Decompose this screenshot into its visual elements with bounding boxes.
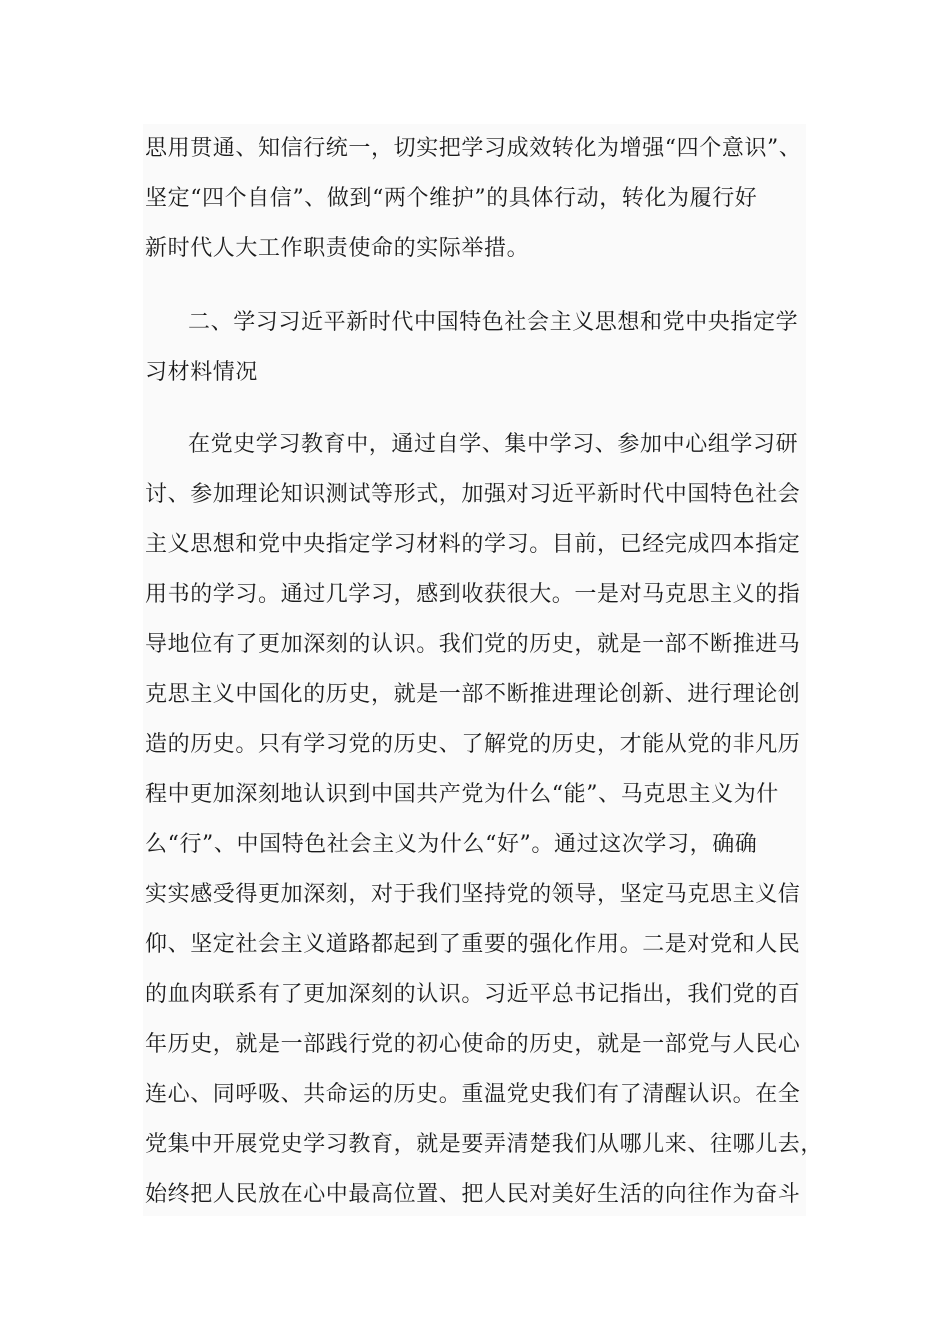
paragraph-line: 新时代人大工作职责使命的实际举措。	[145, 236, 530, 261]
paragraph-line: 主义思想和党中央指定学习材料的学习。目前，已经完成四本指定	[145, 532, 801, 557]
section-heading: 习材料情况	[145, 360, 259, 385]
paragraph-line: 连心、同呼吸、共命运的历史。重温党史我们有了清醒认识。在全	[145, 1082, 801, 1107]
paragraph-line: 实实感受得更加深刻，对于我们坚持党的领导，坚定马克思主义信	[145, 882, 801, 907]
paragraph-line: 仰、坚定社会主义道路都起到了重要的强化作用。二是对党和人民	[145, 932, 801, 957]
paragraph-line: 导地位有了更加深刻的认识。我们党的历史，就是一部不断推进马	[145, 632, 801, 657]
paragraph-line: 党集中开展党史学习教育，就是要弄清楚我们从哪儿来、往哪儿去，	[145, 1132, 824, 1157]
section-heading: 二、学习习近平新时代中国特色社会主义思想和党中央指定学	[188, 310, 799, 335]
paragraph-line: 坚定“四个自信”、做到“两个维护”的具体行动，转化为履行好	[145, 186, 758, 211]
paragraph-line: 讨、参加理论知识测试等形式，加强对习近平新时代中国特色社会	[145, 482, 801, 507]
paragraph-line: 的血肉联系有了更加深刻的认识。习近平总书记指出，我们党的百	[145, 982, 801, 1007]
paragraph-line: 年历史，就是一部践行党的初心使命的历史，就是一部党与人民心	[145, 1032, 801, 1057]
paragraph-line: 造的历史。只有学习党的历史、了解党的历史，才能从党的非凡历	[145, 732, 801, 757]
paragraph-line: 思用贯通、知信行统一，切实把学习成效转化为增强“四个意识”、	[145, 136, 802, 161]
paragraph-line: 么“行”、中国特色社会主义为什么“好”。通过这次学习，确确	[145, 832, 758, 857]
paragraph-line: 在党史学习教育中，通过自学、集中学习、参加中心组学习研	[188, 432, 799, 457]
paragraph-line: 克思主义中国化的历史，就是一部不断推进理论创新、进行理论创	[145, 682, 801, 707]
paragraph-line: 程中更加深刻地认识到中国共产党为什么“能”、马克思主义为什	[145, 782, 779, 807]
paragraph-line: 用书的学习。通过几学习，感到收获很大。一是对马克思主义的指	[145, 582, 801, 607]
paragraph-line: 始终把人民放在心中最高位置、把人民对美好生活的向往作为奋斗	[145, 1182, 801, 1207]
